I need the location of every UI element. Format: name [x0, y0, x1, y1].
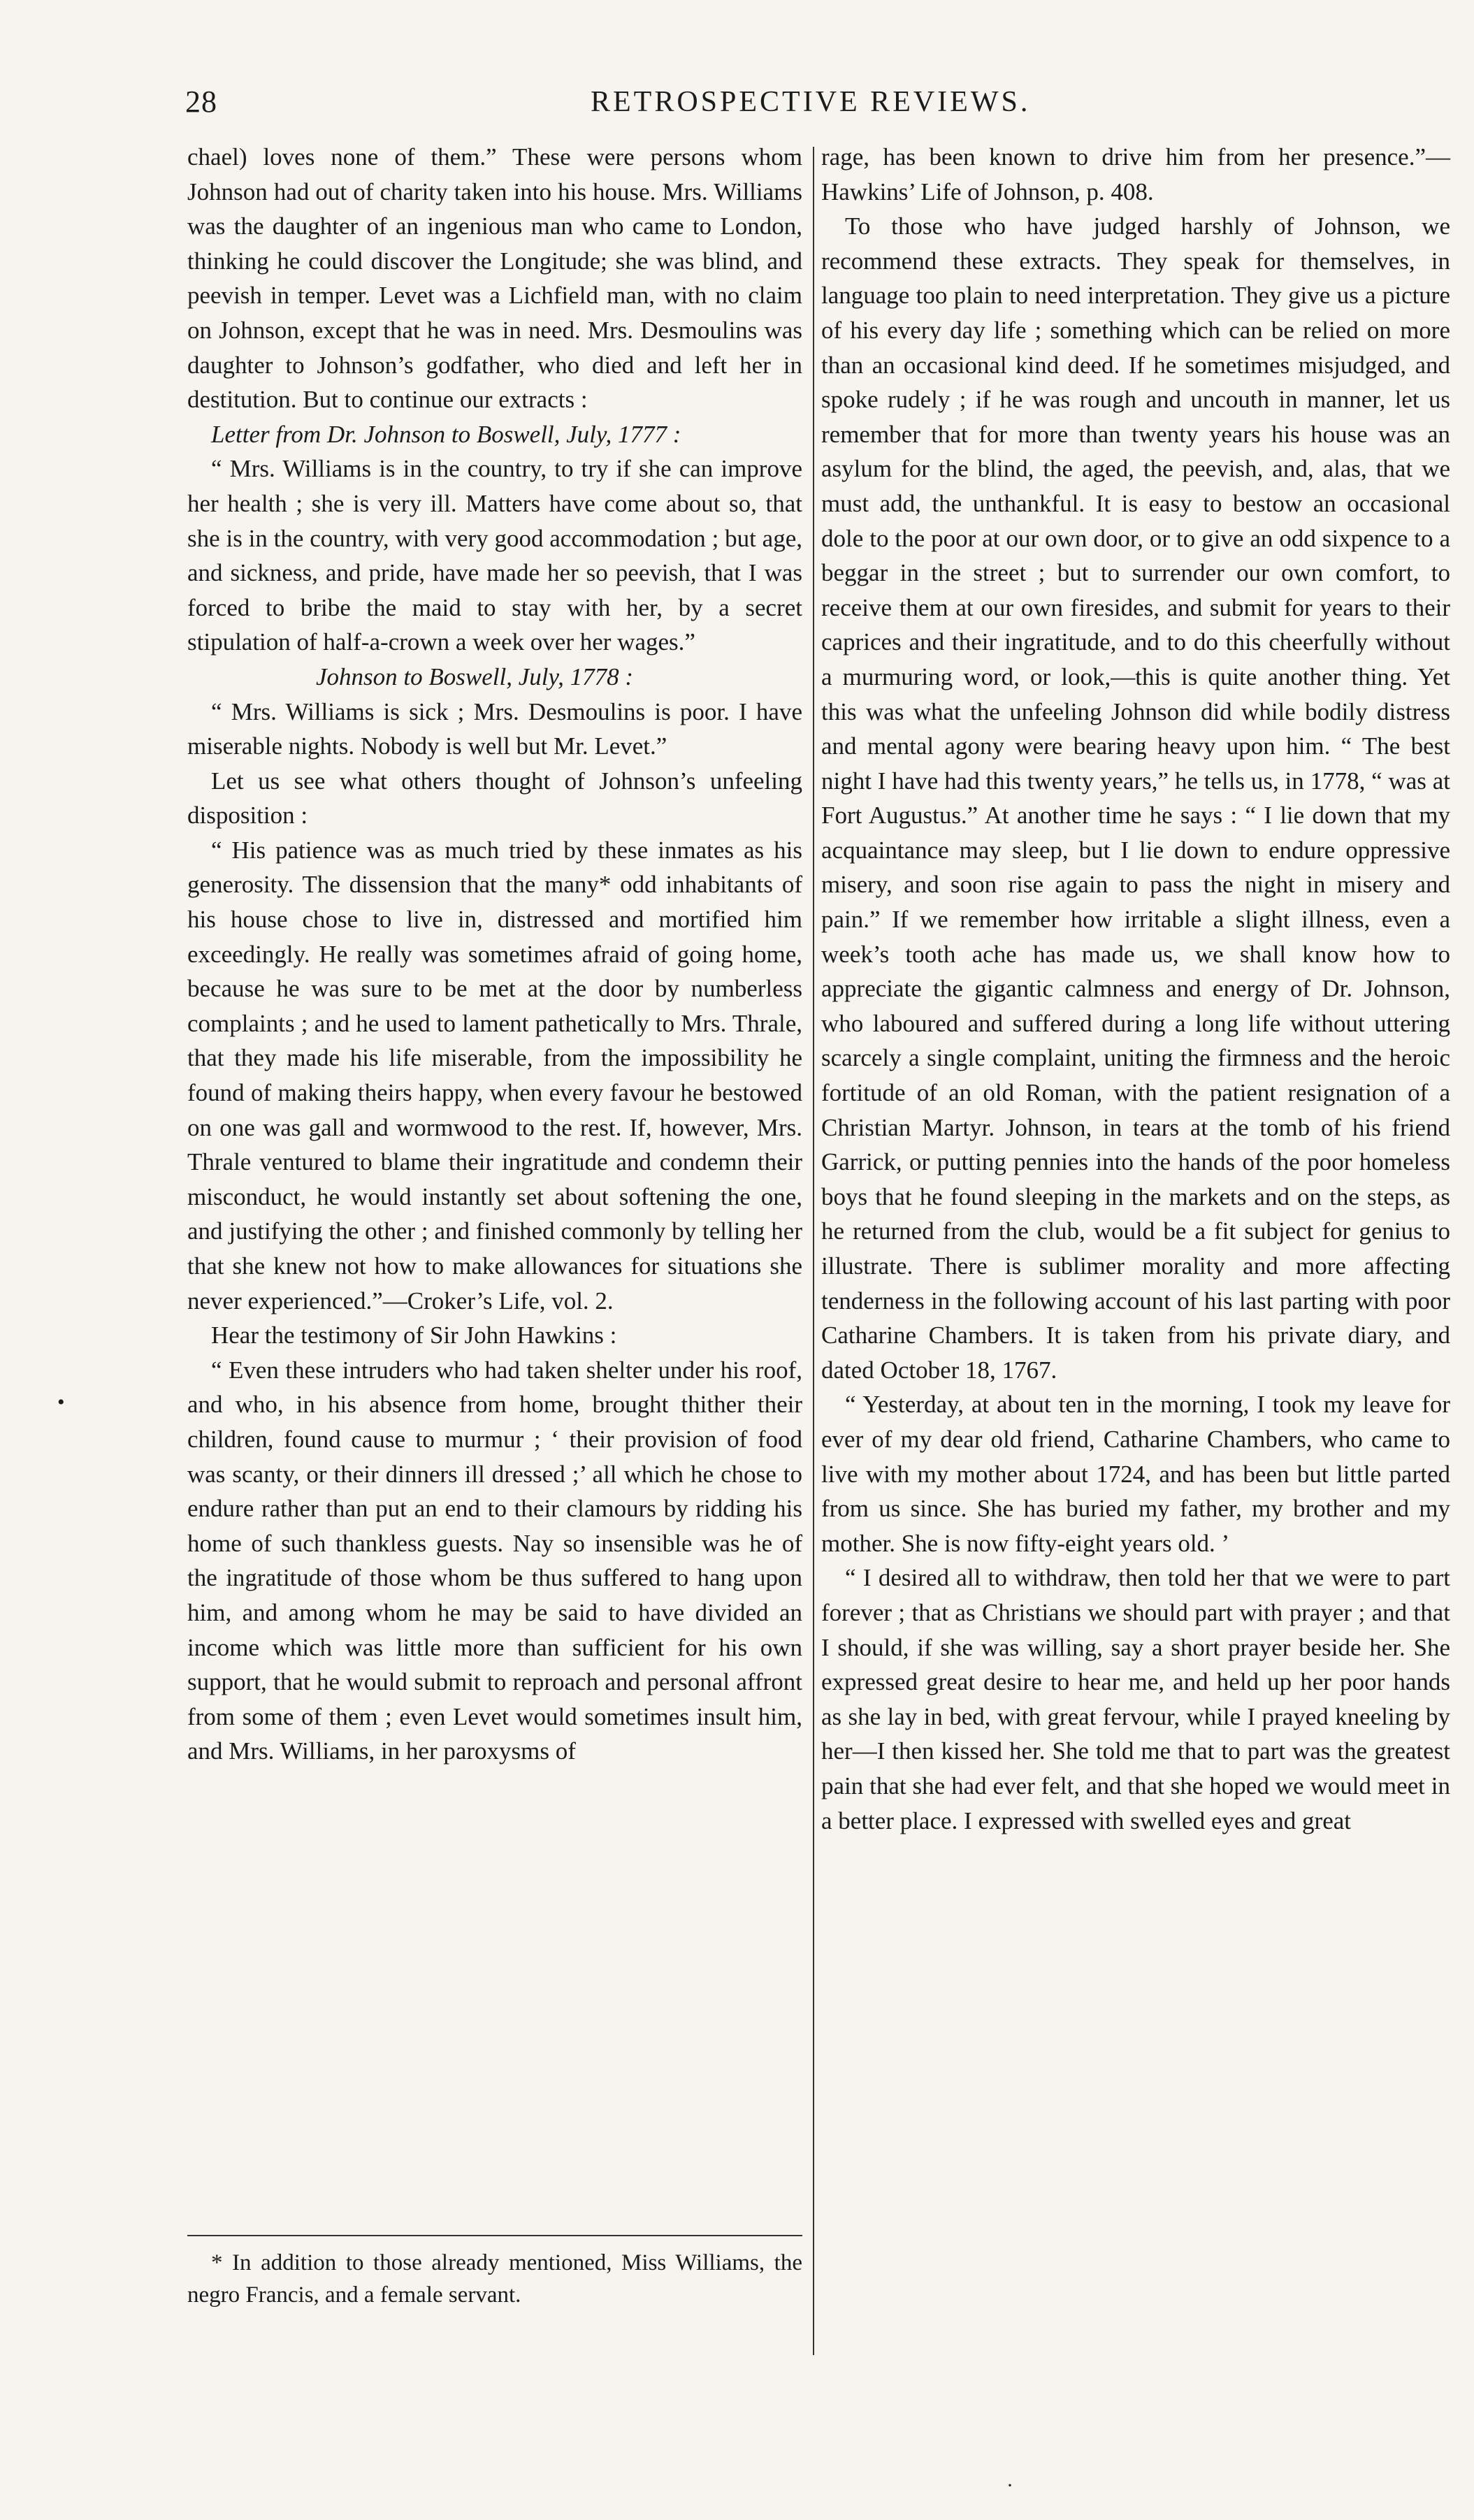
right-paragraph-1: rage, has been known to drive him from her presence.”—Hawkins’ Life of Johnson, p. 408.: [821, 143, 1450, 205]
letter-heading-1778: Johnson to Boswell, July, 1778 :: [316, 662, 633, 690]
page-header: [185, 84, 1443, 133]
footnote-rule: [187, 2235, 802, 2236]
letter-heading-1777: Letter from Dr. Johnson to Boswell, July, 1777 :: [211, 420, 681, 448]
page-number: 28: [185, 85, 217, 119]
right-paragraph-4: “ I desired all to withdraw, then told her that we were to part forever ; that as Christians we should part with prayer ; and that I should, if she was willing, say a short prayer beside her. She expressed great desire to hear me, and held up her poor hands as she lay in bed, with great fervour, while I prayed kneeling by her—I then kissed her. She told me that to part was the greatest pain that she had ever felt, and that she hoped we would meet in a better place. I expressed with swelled eyes and great: [821, 1564, 1450, 1834]
left-paragraph-3: “ Mrs. Williams is sick ; Mrs. Desmoulins is poor. I have miserable nights. Nobody is well but Mr. Levet.”: [187, 697, 802, 760]
left-paragraph-1: chael) loves none of them.” These were persons whom Johnson had out of charity taken into his house. Mrs. Williams was the daughter of an ingenious man who came to London, thinking he could discover the Longitude; she was blind, and peevish in temper. Levet was a Lichfield man, with no claim on Johnson, except that he was in need. Mrs. Desmoulins was daughter to Johnson’s godfather, who died and left her in destitution. But to continue our extracts :: [187, 143, 802, 414]
left-paragraph-5: “ His patience was as much tried by these inmates as his generosity. The dissension that the many* odd inhabitants of his house chose to live in, distressed and mortified him exceedingly. He really was sometimes afraid of going home, because he was sure to be met at the door by numberless complaints ; and he used to lament pathetically to Mrs. Thrale, that they made his life miserable, from the impossibility he found of making theirs happy, when every favour he bestowed on one was gall and wormwood to the rest. If, however, Mrs. Thrale ventured to blame their ingratitude and condemn their misconduct, he would instantly set about softening the one, and justifying the other ; and finished commonly by telling her that she knew not how to make allowances for situations she never experienced.”—Croker’s Life, vol. 2.: [187, 836, 802, 1315]
margin-mark: •: [57, 1391, 65, 1414]
left-paragraph-7: “ Even these intruders who had taken shelter under his roof, and who, in his absence from home, brought thither their children, found cause to murmur ; ‘ their provision of food was scanty, or their dinners ill dressed ;’ all which he chose to endure rather than put an end to their clamours by ridding his home of such thankless guests. Nay so insensible was he of the ingratitude of those whom be thus suffered to hang upon him, and among whom he may be said to have divided an income which was little more than sufficient for his own support, that he would submit to reproach and personal affront from some of them ; even Levet would sometimes insult him, and Mrs. Williams, in her paroxysms of: [187, 1356, 802, 1765]
left-paragraph-6: Hear the testimony of Sir John Hawkins :: [211, 1321, 617, 1349]
running-head: RETROSPECTIVE REVIEWS.: [591, 86, 1031, 118]
right-paragraph-3: “ Yesterday, at about ten in the morning, I took my leave for ever of my dear old friend, Catharine Chambers, who came to live with my mother about 1724, and has been but little parted from us since. She has buried my father, my brother and my mother. She is now fifty-eight years old. ’: [821, 1391, 1450, 1557]
left-paragraph-4: Let us see what others thought of Johnson’s unfeeling disposition :: [187, 767, 802, 830]
column-divider: [813, 147, 814, 2355]
right-column: [821, 140, 1450, 1838]
margin-mark: ·: [1006, 2474, 1013, 2497]
right-paragraph-2: To those who have judged harshly of Johnson, we recommend these extracts. They speak for themselves, in language too plain to need interpretation. They give us a picture of his every day life ; something which can be relied on more than an occasional kind deed. If he sometimes misjudged, and spoke rudely ; if he was rough and uncouth in manner, let us remember that for more than twenty years his house was an asylum for the blind, the aged, the peevish, and, alas, that we must add, the unthankful. It is easy to bestow an occasional dole to the poor at our own door, or to give an odd sixpence to a beggar in the street ; but to surrender our own comfort, to receive them at our own firesides, and submit for years to their caprices and their ingratitude, and to do this cheerfully without a murmuring word, or look,—this is quite another thing. Yet this was what the unfeeling Johnson did while bodily distress and mental agony were bearing heavy upon him. “ The best night I have had this twenty years,” he tells us, in 1778, “ was at Fort Augustus.” At another time he says : “ I lie down that my acquaintance may sleep, but I lie down to endure oppressive misery, and soon rise again to pass the night in misery and pain.” If we remember how irritable a slight illness, even a week’s tooth ache has made us, we shall know how to appreciate the gigantic calmness and energy of Dr. Johnson, who laboured and suffered during a long life without uttering scarcely a single complaint, uniting the firmness and the heroic fortitude of an old Roman, with the patient resignation of a Christian Martyr. Johnson, in tears at the tomb of his friend Garrick, or putting pennies into the hands of the poor homeless boys that he found sleeping in the markets and on the steps, as he returned from the club, would be a fit subject for genius to illustrate. There is sublimer morality and more affecting tenderness in the following account of his last parting with poor Catharine Chambers. It is taken from his private diary, and dated October 18, 1767.: [821, 212, 1450, 1384]
footnote: * In addition to those already mentioned, Miss Williams, the negro Francis, and a female servant.: [187, 2250, 802, 2308]
left-column: [187, 140, 802, 1769]
left-paragraph-2: “ Mrs. Williams is in the country, to try if she can improve her health ; she is very ill. Matters have come about so, that she is in the country, with very good accommodation ; but age, and sickness, and pride, have made her so peevish, that I was forced to bribe the maid to stay with her, by a secret stipulation of half-a-crown a week over her wages.”: [187, 455, 802, 656]
